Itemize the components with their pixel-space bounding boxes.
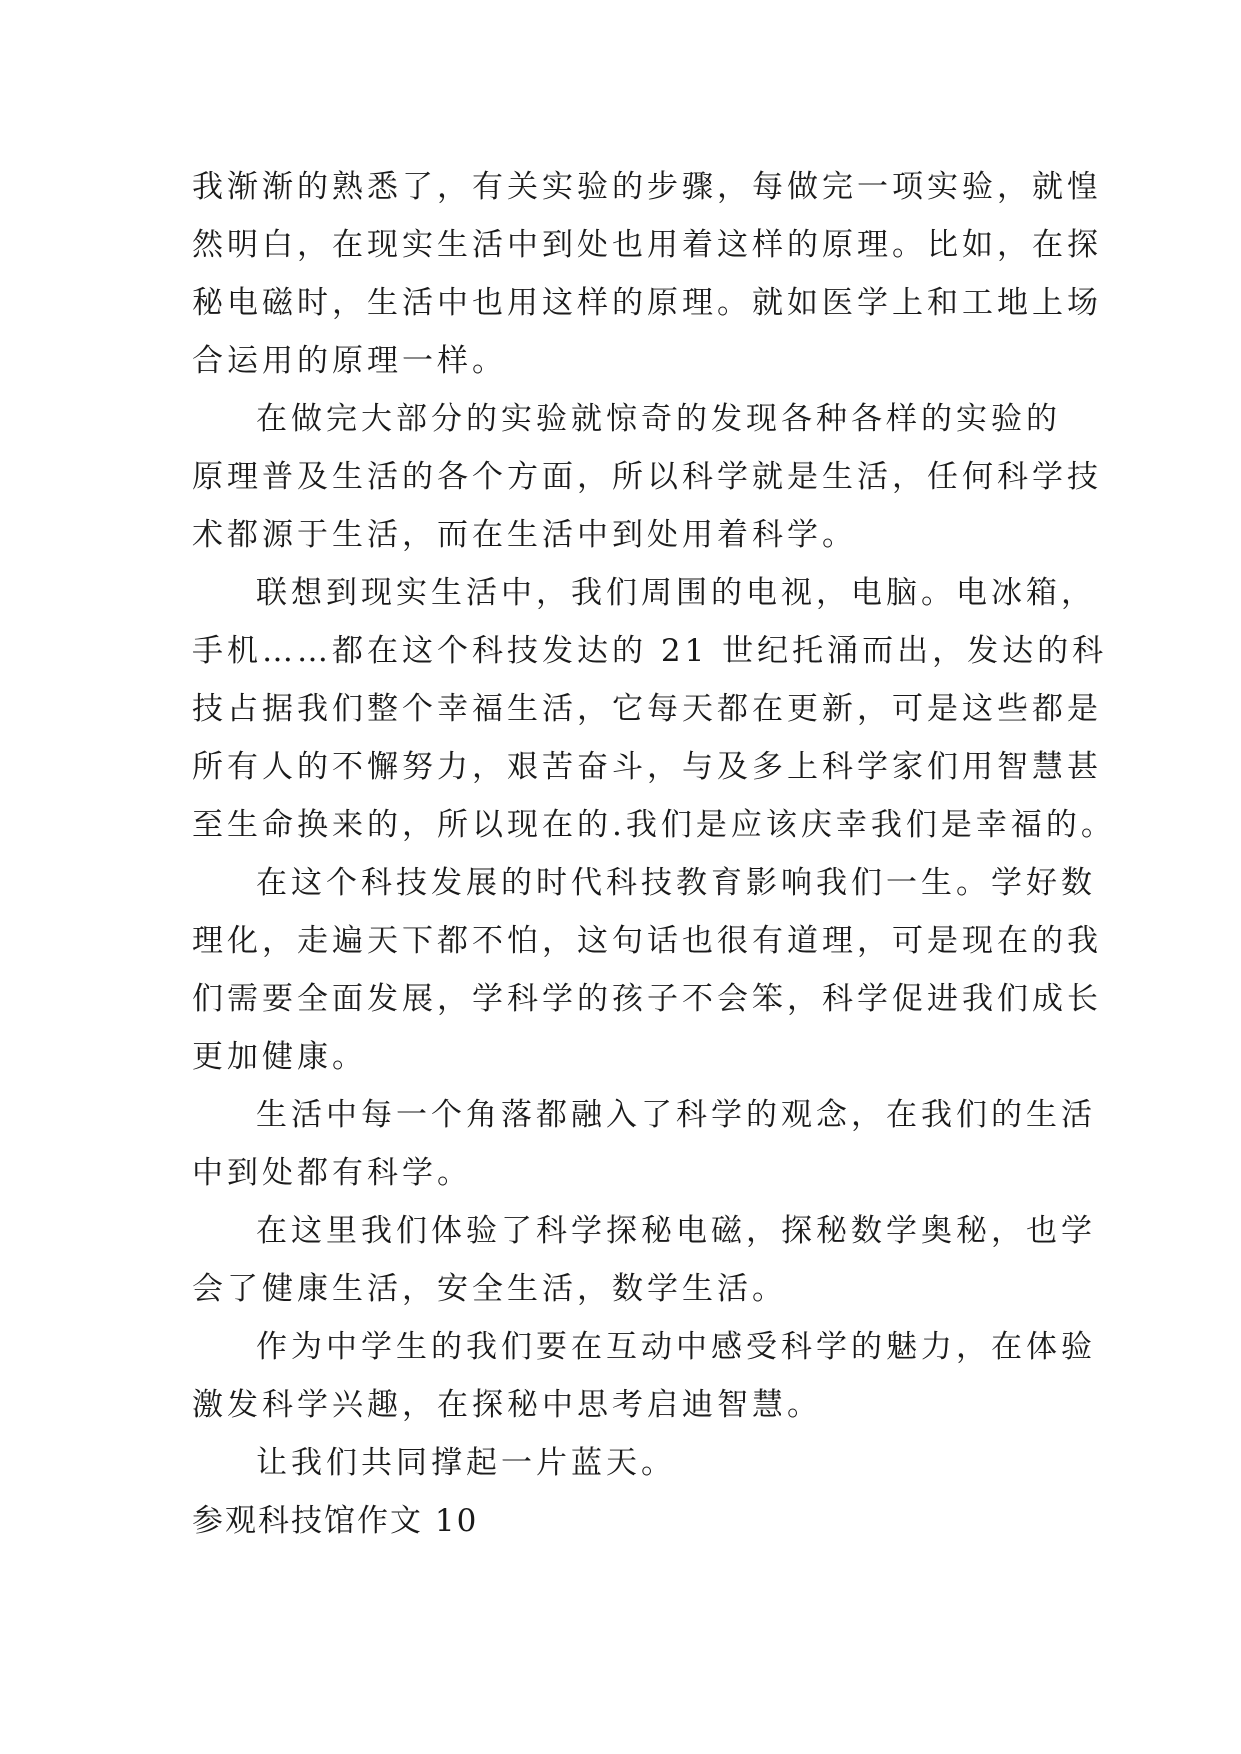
paragraph-2-line-3: 术都源于生活，而在生活中到处用着科学。 (192, 517, 857, 553)
paragraph-5-line-1: 生活中每一个角落都融入了科学的观念，在我们的生活 (256, 1097, 1096, 1133)
paragraph-1-line-1: 我渐渐的熟悉了，有关实验的步骤，每做完一项实验，就惶 (192, 169, 1102, 205)
next-essay-title: 参观科技馆作文 10 (192, 1503, 479, 1539)
paragraph-6-line-1: 在这里我们体验了科学探秘电磁，探秘数学奥秘，也学 (256, 1213, 1096, 1249)
paragraph-4-line-4: 更加健康。 (192, 1039, 367, 1075)
paragraph-4-line-2: 理化，走遍天下都不怕，这句话也很有道理，可是现在的我 (192, 923, 1102, 959)
paragraph-5-line-2: 中到处都有科学。 (192, 1155, 472, 1191)
paragraph-3-line-4: 所有人的不懈努力，艰苦奋斗，与及多上科学家们用智慧甚 (192, 749, 1102, 785)
paragraph-3-line-5: 至生命换来的，所以现在的.我们是应该庆幸我们是幸福的。 (192, 807, 1116, 843)
paragraph-2-line-1: 在做完大部分的实验就惊奇的发现各种各样的实验的 (256, 401, 1061, 437)
paragraph-1-line-4: 合运用的原理一样。 (192, 343, 507, 379)
paragraph-4-line-3: 们需要全面发展，学科学的孩子不会笨，科学促进我们成长 (192, 981, 1102, 1017)
paragraph-1-line-2: 然明白，在现实生活中到处也用着这样的原理。比如，在探 (192, 227, 1102, 263)
paragraph-2-line-2: 原理普及生活的各个方面，所以科学就是生活，任何科学技 (192, 459, 1102, 495)
paragraph-1-line-3: 秘电磁时，生活中也用这样的原理。就如医学上和工地上场 (192, 285, 1102, 321)
paragraph-7-line-2: 激发科学兴趣，在探秘中思考启迪智慧。 (192, 1387, 822, 1423)
paragraph-4-line-1: 在这个科技发展的时代科技教育影响我们一生。学好数 (256, 865, 1096, 901)
paragraph-8-line-1: 让我们共同撑起一片蓝天。 (256, 1445, 676, 1481)
paragraph-7-line-1: 作为中学生的我们要在互动中感受科学的魅力，在体验 (256, 1329, 1096, 1365)
paragraph-3-line-1: 联想到现实生活中，我们周围的电视，电脑。电冰箱， (256, 575, 1096, 611)
paragraph-3-line-3: 技占据我们整个幸福生活，它每天都在更新，可是这些都是 (192, 691, 1102, 727)
paragraph-6-line-2: 会了健康生活，安全生活，数学生活。 (192, 1271, 787, 1307)
paragraph-3-line-2: 手机……都在这个科技发达的 21 世纪托涌而出，发达的科 (192, 633, 1108, 669)
